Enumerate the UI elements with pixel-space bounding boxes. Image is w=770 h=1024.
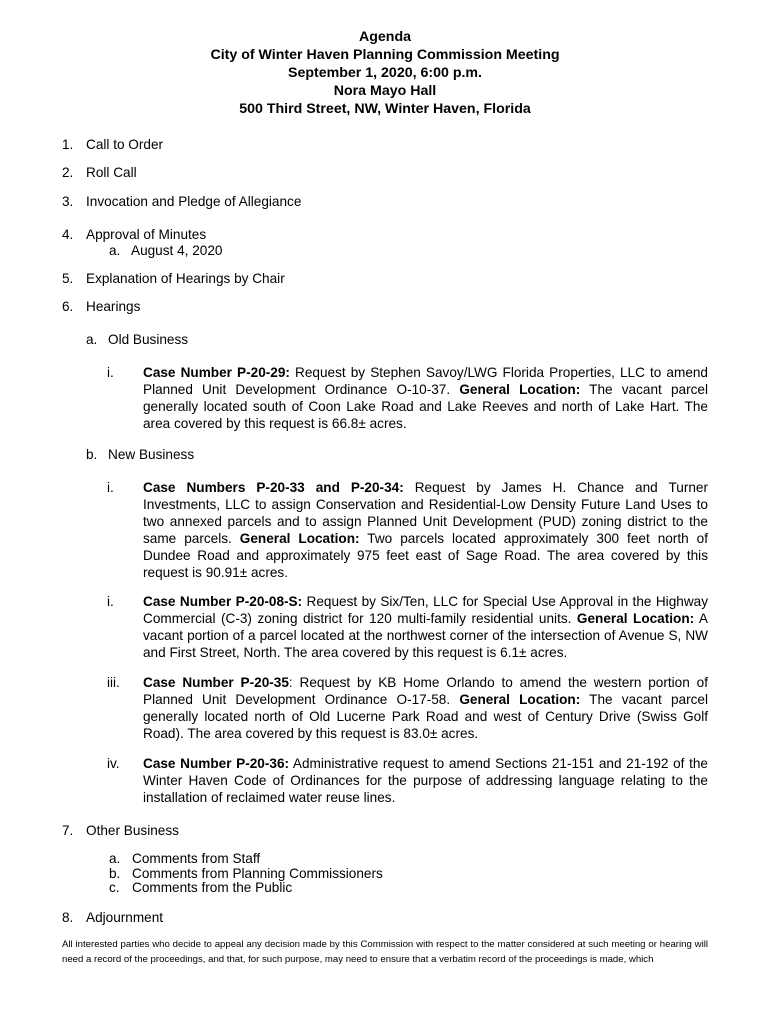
agenda-item-call-to-order <box>62 136 163 153</box>
item-number: 7. <box>62 823 74 838</box>
location-label: General Location: <box>576 611 695 626</box>
subsection-label: New Business <box>108 447 195 462</box>
item-label: Roll Call <box>86 165 137 180</box>
agenda-item-roll-call <box>62 164 137 181</box>
list-item <box>109 852 383 867</box>
agenda-item-explanation <box>62 270 285 287</box>
item-number: 4. <box>62 227 74 242</box>
case-label: Case Number P-20-36: <box>143 756 290 771</box>
list-item-label: Comments from Staff <box>132 851 261 866</box>
item-label: Approval of Minutes <box>86 227 207 242</box>
minutes-label: August 4, 2020 <box>131 243 223 258</box>
subsection-label: Old Business <box>108 332 189 347</box>
case-numeral: iii. <box>107 675 120 690</box>
item-label: Adjournment <box>86 910 164 925</box>
item-number: 3. <box>62 194 74 209</box>
list-item-number: c. <box>109 880 120 895</box>
agenda-item-other-business <box>62 822 179 839</box>
item-label: Call to Order <box>86 137 164 152</box>
item-number: 2. <box>62 165 74 180</box>
location-description: The vacant parcel generally located north of Old Lucerne Park Road and west of Century Drive (Swiss Golf Road). The area covered by this request is 83.0± acres. <box>143 692 708 741</box>
location-label: General Location: <box>459 692 581 707</box>
list-item-number: b. <box>109 865 121 881</box>
item-label: Explanation of Hearings by Chair <box>86 271 285 286</box>
item-number: 5. <box>62 271 74 286</box>
location-description: The vacant parcel generally located south of Coon Lake Road and Lake Reeves and north of Lake Hart. The area covered by this request is 66.8± acres. <box>143 382 708 431</box>
list-item-number: a. <box>109 851 121 866</box>
list-item-label: Comments from the Public <box>132 880 293 895</box>
case-numeral: i. <box>107 480 114 495</box>
item-number: 6. <box>62 299 74 314</box>
item-number: 1. <box>62 137 74 152</box>
case-text <box>143 674 708 742</box>
agenda-item-invocation <box>62 193 301 210</box>
agenda-header <box>0 28 770 118</box>
case-description: : Request by KB Home Orlando to amend the western portion of Planned Unit Development Ordinance O-17-58. <box>143 675 708 707</box>
list-item <box>109 881 383 896</box>
case-numeral: i. <box>107 594 114 609</box>
case-label: Case Number P-20-35 <box>143 675 289 690</box>
header-title: Agenda <box>358 29 412 45</box>
old-business-heading <box>86 331 188 348</box>
case-description: Request by Six/Ten, LLC for Special Use Approval in the Highway Commercial (C-3) zoning district for 120 multi-family residential units. <box>143 594 708 626</box>
case-label: Case Numbers P-20-33 and P-20-34: <box>143 480 404 495</box>
case-numeral: i. <box>107 365 114 380</box>
agenda-item-approval-of-minutes <box>62 226 206 243</box>
case-label: Case Number P-20-29: <box>143 365 290 380</box>
case-numeral: iv. <box>107 756 120 771</box>
header-address: 500 Third Street, NW, Winter Haven, Florida <box>239 101 531 117</box>
subsection-number: a. <box>86 332 98 347</box>
minutes-entry <box>109 242 222 259</box>
other-business-list <box>109 852 383 896</box>
header-venue: Nora Mayo Hall <box>333 83 437 99</box>
case-description: Request by Stephen Savoy/LWG Florida Properties, LLC to amend Planned Unit Development Ordinance O-10-37. <box>143 365 708 397</box>
minutes-number: a. <box>109 243 121 258</box>
subsection-number: b. <box>86 447 98 462</box>
header-meeting-name: City of Winter Haven Planning Commission Meeting <box>210 47 560 63</box>
list-item-label: Comments from Planning Commissioners <box>132 865 383 881</box>
case-text <box>143 479 708 581</box>
item-label: Other Business <box>86 823 179 838</box>
location-label: General Location: <box>239 531 360 546</box>
location-description: Two parcels located approximately 300 feet north of Dundee Road and approximately 975 feet east of Sage Road. The area covered by this request is 90.91± acres. <box>143 531 708 580</box>
appeal-notice: All interested parties who decide to appeal any decision made by this Commission with respect to the matter considered at such meeting or hearing will need a record of the proceedings, and that, for such purpose, may need to ensure that a verbatim record of the proceedings is made, which <box>62 939 708 965</box>
agenda-item-adjournment <box>62 909 163 926</box>
new-business-heading <box>86 446 194 463</box>
case-text <box>143 364 708 432</box>
item-number: 8. <box>62 910 74 925</box>
item-label: Invocation and Pledge of Allegiance <box>86 194 302 209</box>
case-description: Request by James H. Chance and Turner Investments, LLC to assign Conservation and Residential-Low Density Future Land Uses to two annexed parcels and to assign Planned Unit Development (PUD) zoning district to the same parcels. <box>143 480 708 546</box>
list-item <box>109 867 383 882</box>
case-text <box>143 593 708 661</box>
case-description: Administrative request to amend Sections 21-151 and 21-192 of the Winter Haven Code of Ordinances for the purpose of addressing language relating to the installation of reclaimed water reuse lines. <box>143 756 708 805</box>
agenda-item-hearings <box>62 298 140 315</box>
location-label: General Location: <box>459 382 581 397</box>
case-text <box>143 755 708 806</box>
location-description: A vacant portion of a parcel located at the northwest corner of the intersection of Avenue S, NW and First Street, North. The area covered by this request is 6.1± acres. <box>143 611 708 660</box>
case-label: Case Number P-20-08-S: <box>143 594 303 609</box>
header-date: September 1, 2020, 6:00 p.m. <box>288 65 482 81</box>
item-label: Hearings <box>86 299 141 314</box>
